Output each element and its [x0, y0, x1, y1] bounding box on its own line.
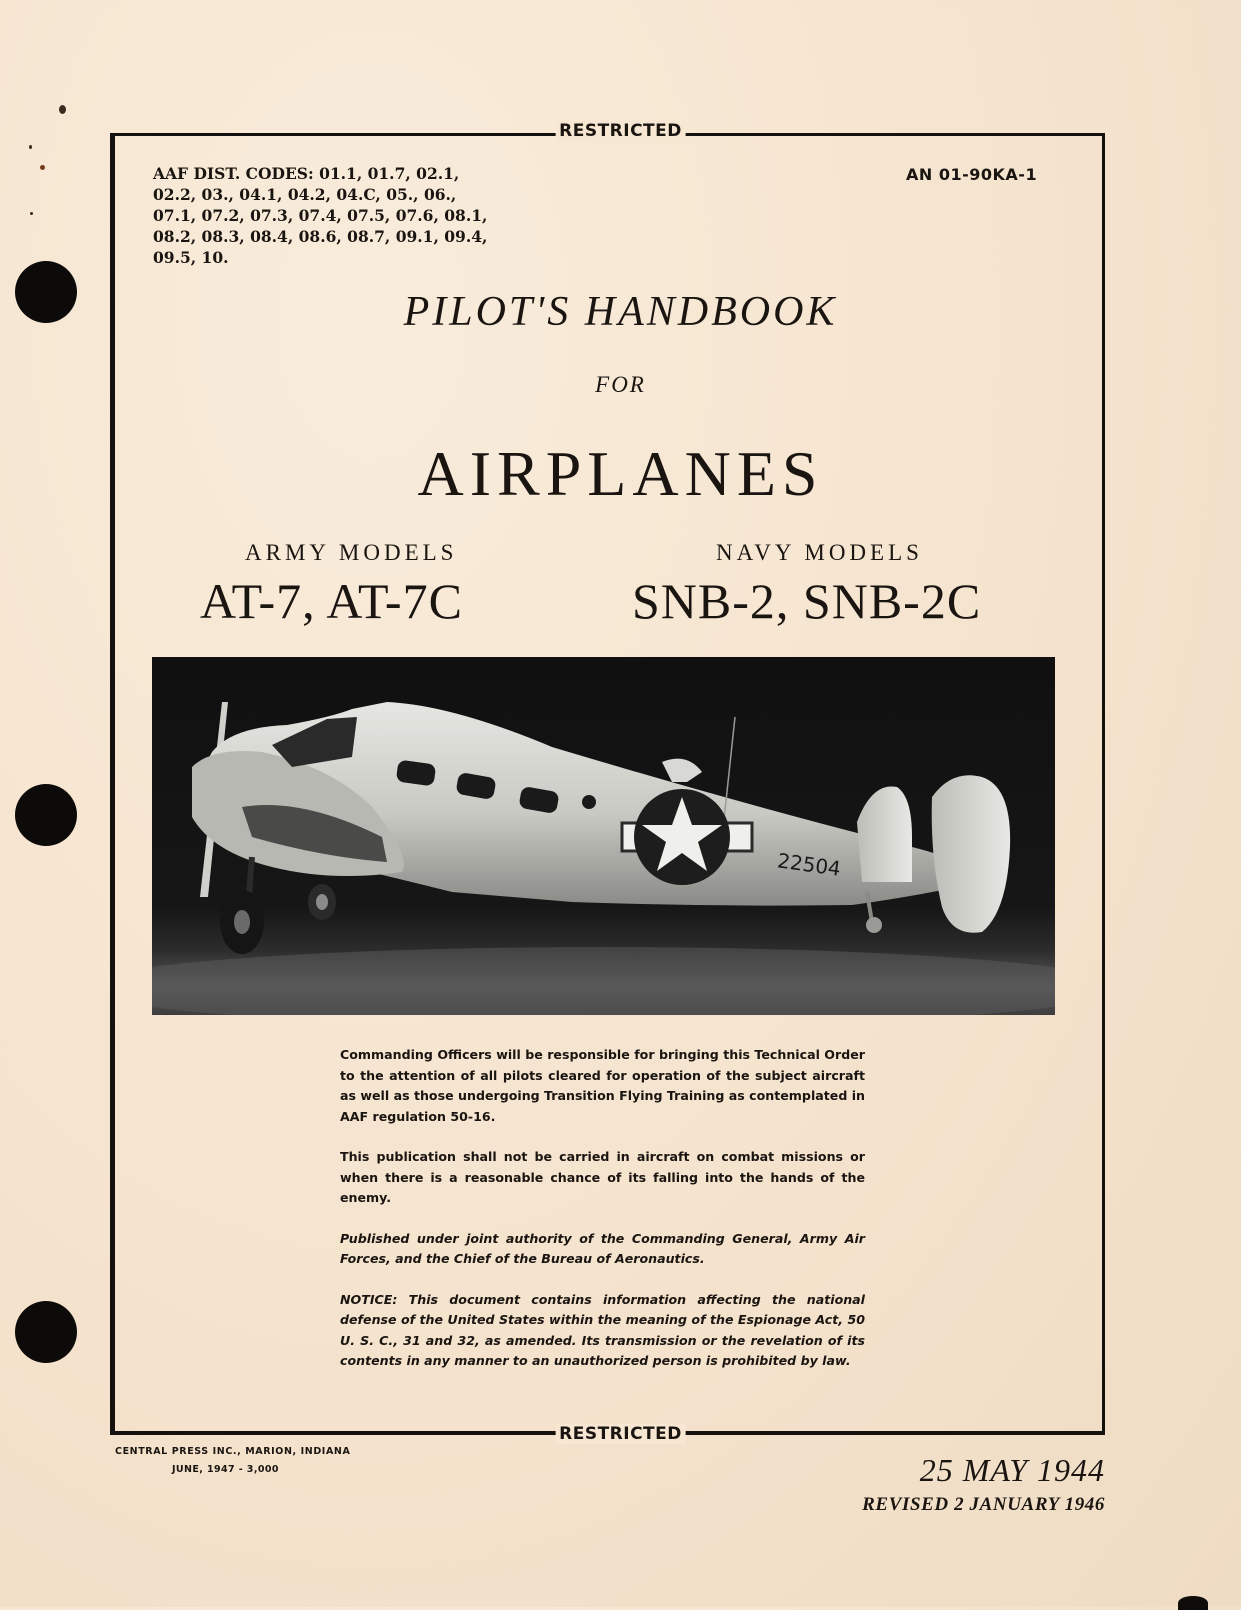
binder-hole-bottom: [15, 1301, 77, 1363]
printer-imprint: CENTRAL PRESS INC., MARION, INDIANA: [115, 1446, 351, 1457]
army-models-value: AT-7, AT-7C: [200, 573, 463, 629]
airplane-illustration-icon: [152, 657, 1055, 1015]
army-models-label: ARMY MODELS: [245, 540, 458, 565]
notice-block: [340, 1045, 865, 1392]
notice-combat-missions: This publication shall not be carried in aircraft on combat missions or when there is a reasonable chance of its falling into the hands of the enemy.: [340, 1149, 865, 1205]
print-run: JUNE, 1947 - 3,000: [172, 1464, 279, 1475]
publication-date: 25 MAY 1944: [919, 1452, 1105, 1488]
title-subject: AIRPLANES: [417, 438, 824, 509]
paper-speck: [59, 105, 66, 114]
navy-models-value: SNB-2, SNB-2C: [632, 573, 982, 629]
paper-speck: [30, 212, 33, 215]
binder-hole-middle: [15, 784, 77, 846]
notice-joint-authority: Published under joint authority of the Commanding General, Army Air Forces, and the Chief of the Bureau of Aeronautics.: [340, 1230, 865, 1266]
revision-date: REVISED 2 JANUARY 1946: [862, 1494, 1105, 1515]
paper-speck: [40, 165, 45, 170]
notice-espionage-act: NOTICE: This document contains information affecting the national defense of the United States within the meaning of the Espionage Act, 50 U. S. C., 31 and 32, as amended. Its transmission or the revelation of its contents in any manner to an unauthorized person is prohibited by law.: [340, 1291, 865, 1368]
svg-text:22504: 22504: [775, 848, 843, 881]
dist-codes-line: 08.2, 08.3, 08.4, 08.6, 08.7, 09.1, 09.4,: [153, 227, 488, 246]
paper-speck: [29, 145, 32, 149]
classification-bottom: RESTRICTED: [555, 1424, 686, 1444]
aircraft-photo: [152, 657, 1055, 1015]
classification-top: RESTRICTED: [555, 121, 686, 141]
page-title: PILOT'S HANDBOOK: [403, 289, 838, 335]
ink-blot: [1178, 1596, 1208, 1610]
title-for: FOR: [595, 372, 646, 397]
dist-codes-line: 09.5, 10.: [153, 248, 229, 267]
dist-codes-line: 02.2, 03., 04.1, 04.2, 04.C, 05., 06.,: [153, 185, 457, 204]
document-number: AN 01-90KA-1: [906, 165, 1038, 184]
navy-models-label: NAVY MODELS: [716, 540, 923, 565]
distribution-codes: [153, 163, 553, 268]
dist-codes-line: AAF DIST. CODES: 01.1, 01.7, 02.1,: [153, 164, 460, 183]
notice-commanding-officers: Commanding Officers will be responsible for bringing this Technical Order to the attention of all pilots cleared for operation of the subject aircraft as well as those undergoing Transition Flying Training as contemplated in AAF regulation 50-16.: [340, 1047, 866, 1124]
dist-codes-line: 07.1, 07.2, 07.3, 07.4, 07.5, 07.6, 08.1,: [153, 206, 488, 225]
